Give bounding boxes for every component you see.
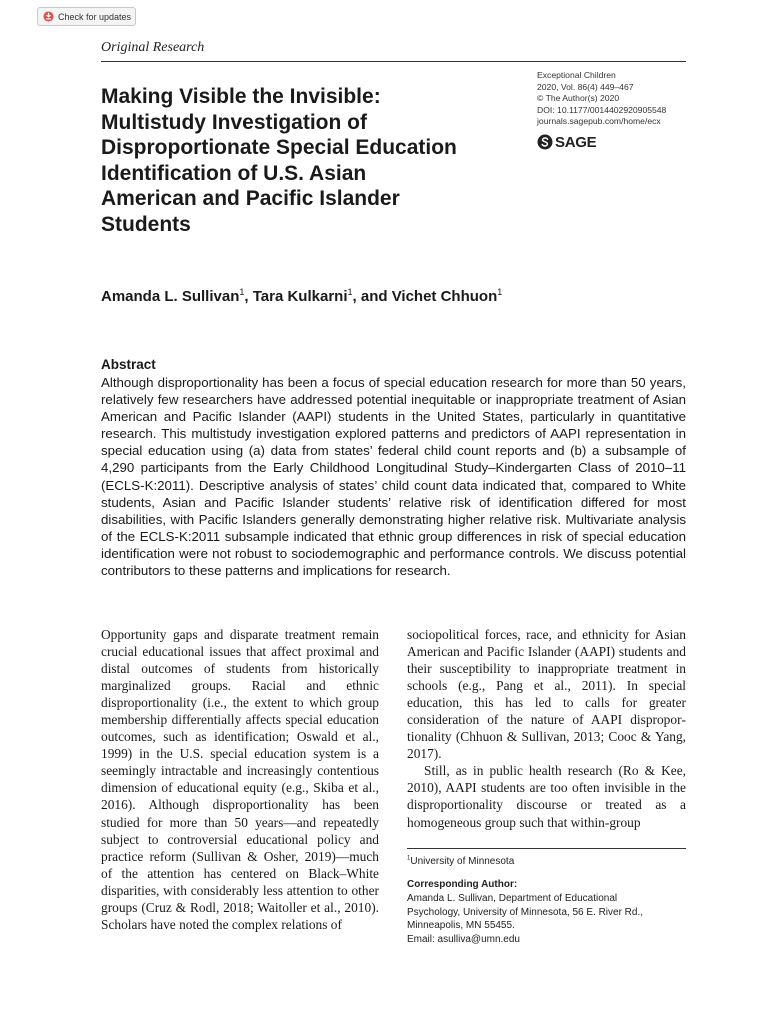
corresponding-author-email[interactable]: Email: asulliva@umn.edu — [407, 934, 520, 946]
section-label: Original Research — [101, 40, 205, 55]
publisher-logo — [537, 133, 596, 151]
journal-name: Exceptional Children — [537, 70, 616, 80]
journal-volume: 2020, Vol. 86(4) 449–467 — [537, 81, 634, 92]
header-rule — [101, 61, 686, 62]
check-for-updates-badge[interactable] — [37, 7, 136, 26]
body-column-left — [101, 626, 379, 933]
affiliation-footnote — [407, 856, 514, 867]
author-separator: , — [244, 288, 253, 305]
body-paragraph: sociopolitical forces, race, and ethnicity for Asian American and Pacific Islander (AAPI) students and their susceptibility to inappropriate treatment in schools (e.g., Pang et al., 2011). In special education, this has led to calls for greater consideration of the nature of AAPI disproportionality (Chhuon & Sullivan, 2013; Cooc & Yang, 2017). — [407, 627, 686, 762]
footnote-rule — [407, 848, 686, 849]
journal-url[interactable]: journals.sagepub.com/home/ecx — [537, 116, 661, 127]
author-affiliation-mark: 1 — [347, 287, 353, 297]
update-check-icon — [43, 11, 54, 22]
article-title: Making Visible the Invisible: Multistudy Investigation of Disproportionate Special Education Identification of U.S. Asian American and Pacific Islander Students — [101, 85, 457, 236]
journal-doi[interactable]: DOI: 10.1177/0014402920905548 — [537, 104, 667, 115]
journal-copyright: © The Author(s) 2020 — [537, 93, 620, 104]
journal-metadata — [537, 70, 687, 128]
body-paragraph: Still, as in public health research (Ro & Kee, 2010), AAPI students are too often invisible in the disproportionality discourse or treated as a homogeneous group such that within-group — [407, 763, 686, 830]
corresponding-author — [407, 878, 686, 947]
author-affiliation-mark: 1 — [497, 287, 503, 297]
corresponding-author-line: Psychology, University of Minnesota, 56 E. River Rd., — [407, 906, 644, 918]
sage-logo-icon — [537, 134, 553, 150]
badge-label: Check for updates — [58, 11, 132, 22]
author-separator: , and — [352, 288, 392, 305]
author-name[interactable]: Vichet Chhuon — [391, 288, 498, 305]
affiliation-text: University of Minnesota — [410, 856, 515, 867]
author-list — [101, 288, 502, 305]
author-name[interactable]: Amanda L. Sullivan — [101, 288, 240, 305]
corresponding-author-line: Amanda L. Sullivan, Department of Educational — [407, 892, 618, 904]
author-affiliation-mark: 1 — [239, 287, 245, 297]
publisher-name: SAGE — [555, 133, 597, 151]
corresponding-author-line: Minneapolis, MN 55455. — [407, 920, 515, 932]
abstract-text: Although disproportionality has been a focus of special education research for more than 50 years, relatively few researchers have addressed potential inequitable or inappropriate treatment of Asian American and Pacific Islander (AAPI) students in the United States, particularly in quantitative research. This multistudy investigation explored patterns and predictors of AAPI representation in special education using (a) data from states’ federal child count reports and (b) a subsample of 4,290 participants from the Early Childhood Longitudinal Study–Kindergarten Class of 2010–11 (ECLS-K:2011). Descriptive analysis of states’ child count data indicated that, compared to White students, Asian and Pacific Islander students’ relative risk of identification differed for most disabilities, with Pacific Islanders generally demonstrating higher relative risk. Multivariate analysis of the ECLS-K:2011 subsample indicated that ethnic group differences in risk of special education identification were not robust to sociodemographic and performance controls. We discuss potential contributors to these patterns and implications for research. — [101, 375, 686, 579]
body-column-right — [407, 626, 686, 831]
affiliation-mark: 1 — [407, 855, 411, 862]
body-paragraph: Opportunity gaps and disparate treatment remain crucial educational issues that affect proximal and distal outcomes of students from historically marginalized groups. Racial and ethnic disproportionality (i.e., the extent to which group membership differentially affects special education outcomes, such as identification; Oswald et al., 1999) in the U.S. special education system is a seemingly intractable and increasingly contentious dimension of educational equity (e.g., Skiba et al., 2016). Although disproportionality has been studied for more than 50 years—and repeatedly subject to controversial educational policy and practice reform (Sullivan & Osher, 2019)—much of the attention has centered on Black–White disparities, with considerably less attention to other groups (Cruz & Rodl, 2018; Waitoller et al., 2010). Scholars have noted the complex relations of — [101, 627, 379, 932]
corresponding-author-heading: Corresponding Author: — [407, 879, 518, 890]
abstract-heading: Abstract — [101, 357, 156, 372]
author-name[interactable]: Tara Kulkarni — [252, 288, 348, 305]
